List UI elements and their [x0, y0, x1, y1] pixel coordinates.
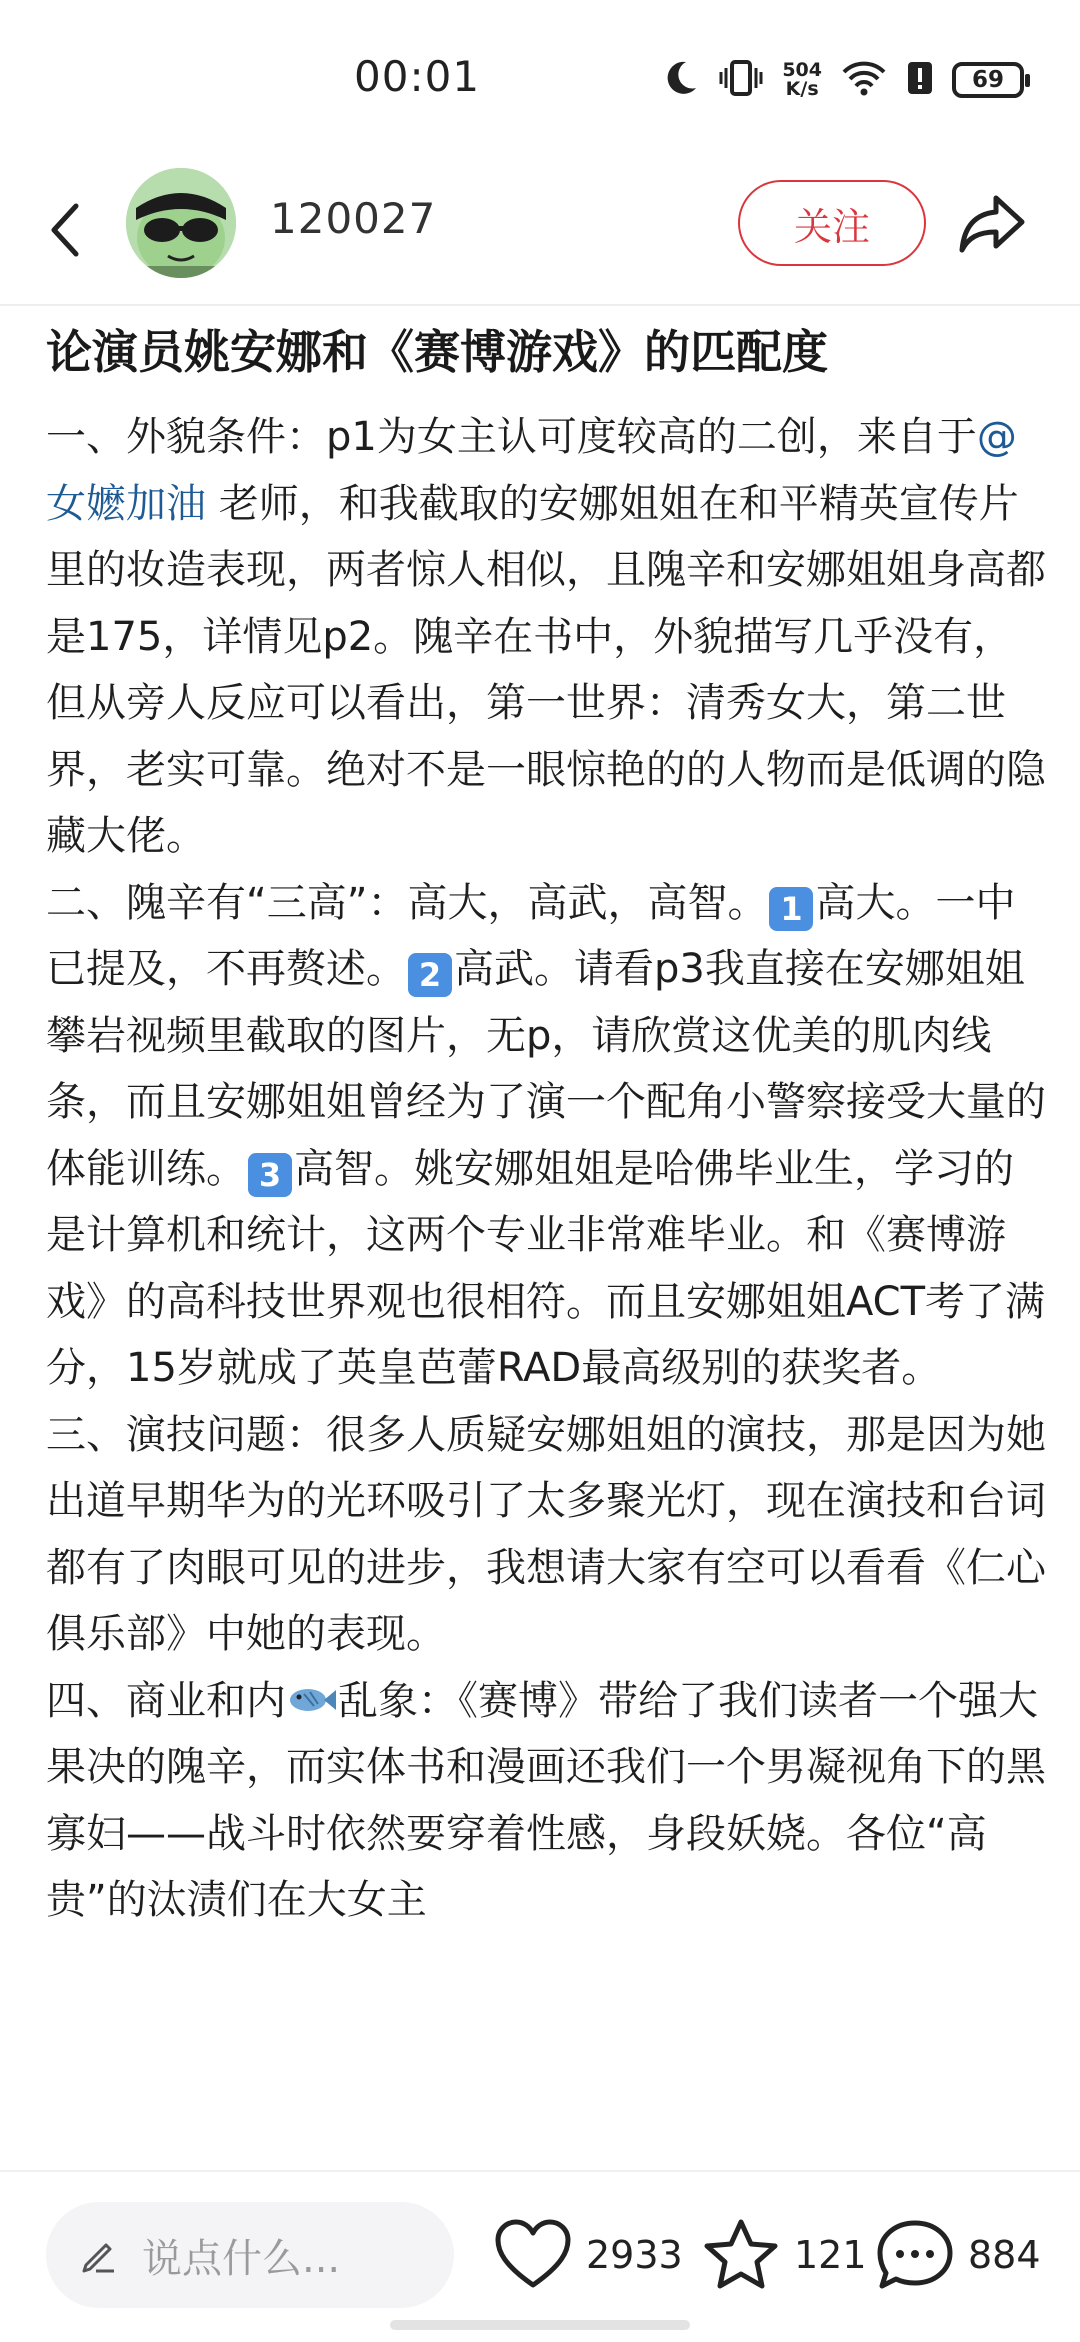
like-button[interactable]	[494, 2202, 683, 2308]
favorite-button[interactable]	[702, 2202, 867, 2308]
share-button[interactable]	[952, 186, 1032, 262]
paragraph-appearance: 一、外貌条件：p1为女主认可度较高的二创，来自于@女嬷加油 老师，和我截取的安娜姐姐在和平精英宣传片里的妆造表现，两者惊人相似，且隗辛和安娜姐姐身高都是175，详情见p2。隗辛在书中，外貌描写几乎没有，但从旁人反应可以看出，第一世界：清秀女大，第二世界，老实可靠。绝对不是一眼惊艳的的人物而是低调的隐藏大佬。	[46, 414, 1046, 859]
vibrate-icon	[718, 58, 764, 102]
comment-button[interactable]	[876, 2202, 1041, 2308]
favorite-count: 121	[794, 2233, 867, 2277]
avatar[interactable]	[126, 168, 236, 278]
paragraph-three-highs: 二、隗辛有“三高”：高大，高武，高智。 1 高大。一中已提及，不再赘述。 2 高武。请看p3我直接在安娜姐姐攀岩视频里截取的图片，无p，请欣赏这优美的肌肉线条，而且安娜姐姐曾经为了演一个配角小警察接受大量的体能训练。 3 高智。姚安娜姐姐是哈佛毕业生，学习的是计算机和统计，这两个专业非常难毕业。和《赛博游戏》的高科技世界观也很相符。而且安娜姐姐ACT考了满分，15岁就成了英皇芭蕾RAD最高级别的获奖者。	[46, 879, 1046, 1391]
bottom-action-bar	[0, 2170, 1080, 2342]
paragraph-business: 四、商业和内 乱象：《赛博》带给了我们读者一个强大果决的隗辛，而实体书和漫画还我们一个男凝视角下的黑寡妇——战斗时依然要穿着性感，身段妖娆。各位“高贵”的汰渍们在大女主	[46, 1677, 1046, 1923]
paragraph-acting: 三、演技问题：很多人质疑安娜姐姐的演技，那是因为她出道早期华为的光环吸引了太多聚光灯，现在演技和台词都有了肉眼可见的进步，我想请大家有空可以看看《仁心俱乐部》中她的表现。	[46, 1411, 1046, 1657]
like-count: 2933	[586, 2233, 683, 2277]
number-one-icon: 1	[769, 887, 813, 931]
user-mention-link[interactable]: @女嬷加油	[46, 414, 1017, 527]
comment-bubble-icon	[876, 2218, 954, 2292]
battery-icon: 69	[952, 62, 1024, 98]
chevron-left-icon	[46, 200, 86, 260]
comment-placeholder: 说点什么...	[142, 2235, 341, 2282]
back-button[interactable]	[36, 188, 96, 272]
alert-sim-icon	[906, 58, 934, 102]
share-icon	[956, 192, 1028, 256]
post-title: 论演员姚安娜和《赛博游戏》的匹配度	[46, 325, 828, 379]
fish-icon	[286, 1680, 338, 1720]
wifi-icon	[840, 58, 888, 102]
moon-icon	[660, 58, 700, 102]
username[interactable]: 120027	[270, 194, 437, 243]
comment-count: 884	[968, 2233, 1041, 2277]
heart-icon	[494, 2219, 572, 2291]
comment-input[interactable]	[46, 2202, 454, 2308]
pencil-icon	[76, 2233, 120, 2277]
number-three-icon: 3	[248, 1153, 292, 1197]
status-bar	[0, 0, 1080, 150]
star-icon	[702, 2218, 780, 2292]
post-content	[46, 306, 1046, 2176]
number-two-icon: 2	[408, 953, 452, 997]
post-header	[0, 160, 1080, 300]
follow-button[interactable]: 关注	[738, 180, 926, 266]
status-icons	[660, 50, 1024, 110]
status-time: 00:01	[354, 52, 481, 101]
home-indicator[interactable]	[390, 2320, 690, 2330]
network-speed: 504 K/s	[782, 59, 822, 100]
